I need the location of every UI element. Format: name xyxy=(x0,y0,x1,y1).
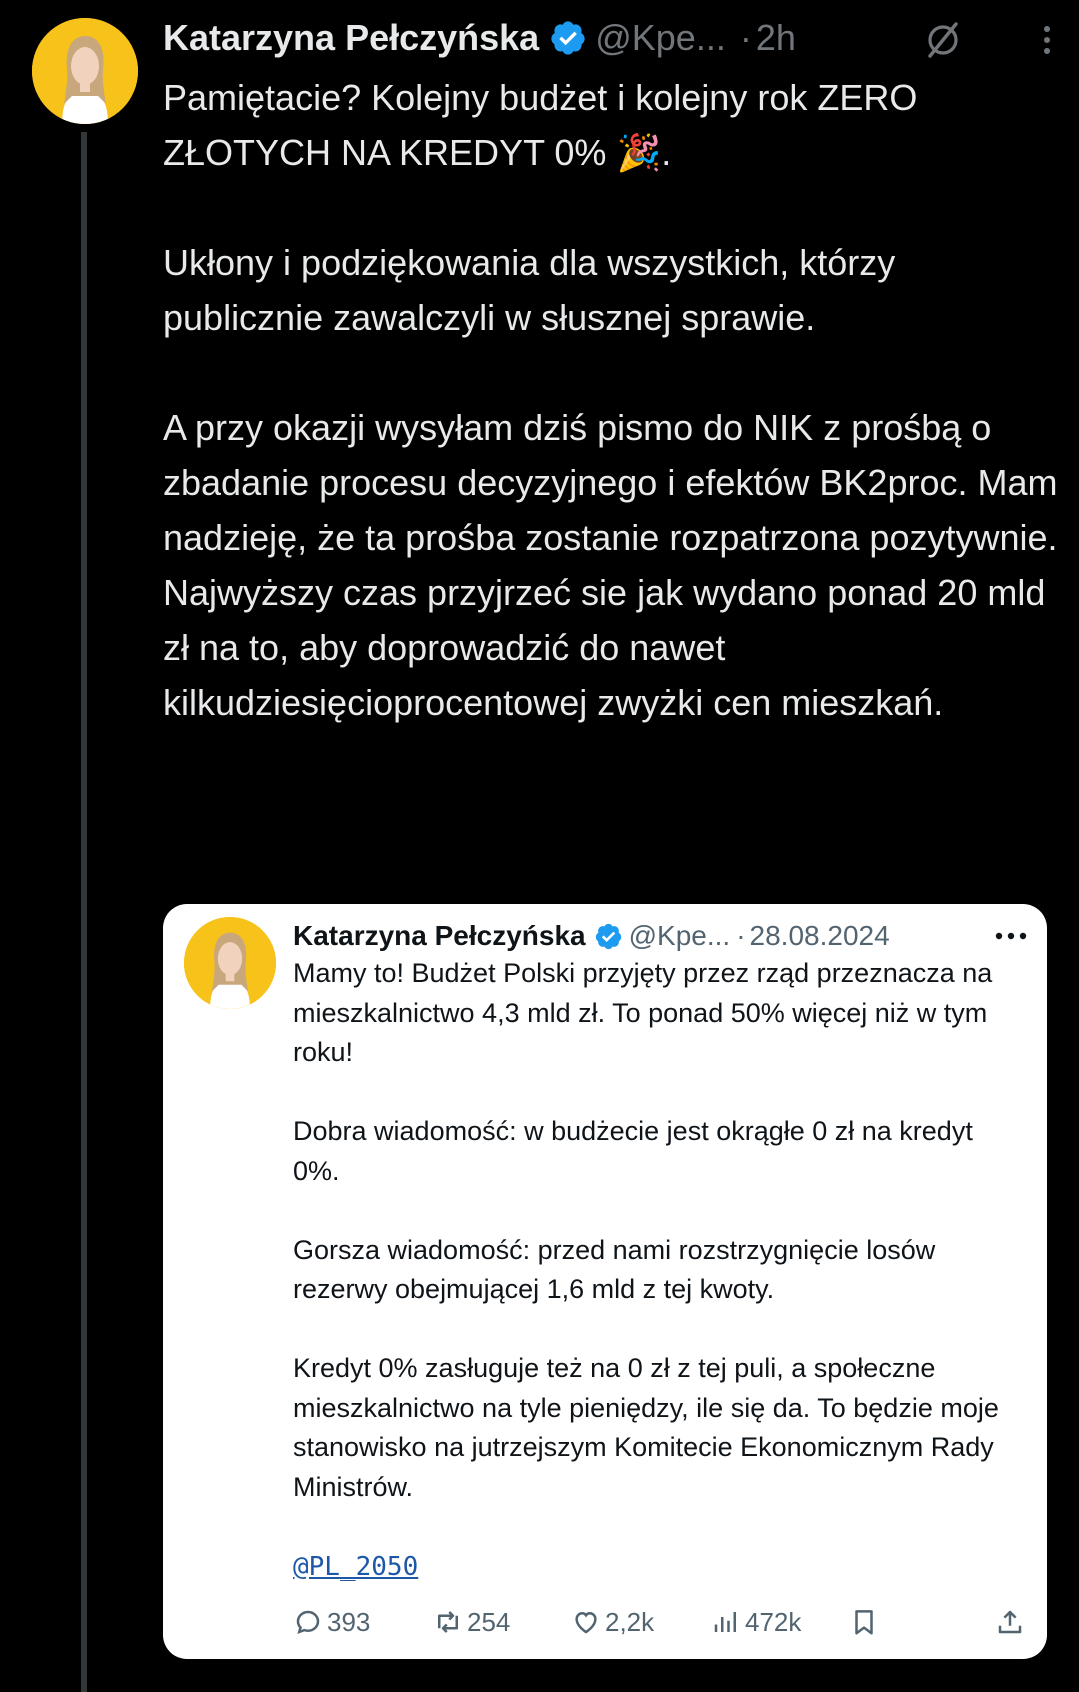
reply-icon xyxy=(293,1607,323,1637)
bookmark-button[interactable] xyxy=(849,1604,879,1640)
author-name[interactable]: Katarzyna Pełczyńska xyxy=(163,17,540,58)
repost-button[interactable] xyxy=(433,1604,510,1640)
like-button[interactable] xyxy=(571,1604,654,1640)
quoted-author-avatar[interactable] xyxy=(184,917,276,1009)
reply-count: 393 xyxy=(327,1606,371,1637)
separator-dot: · xyxy=(736,920,746,951)
mention-link[interactable]: @PL_2050 xyxy=(293,1551,419,1582)
quoted-tweet-header xyxy=(293,916,1033,956)
views-icon xyxy=(711,1607,741,1637)
reply-button[interactable] xyxy=(293,1604,370,1640)
quoted-paragraph: Dobra wiadomość: w budżecie jest okrągłe 0 zł na kredyt 0%. xyxy=(293,1116,973,1186)
tweet-paragraph: A przy okazji wysyłam dziś pismo do NIK z prośbą o zbadanie procesu decyzyjnego i efektów BK2proc. Mam nadzieję, że ta prośba zostanie rozpatrzona pozytywnie. Najwyższy czas przyjrzeć sie jak wydano ponad 20 mld zł na to, aby doprowadzić do nawet kilkudziesięcioprocentowej zwyżki cen mieszkań. xyxy=(163,407,1058,723)
bookmark-icon xyxy=(849,1607,879,1637)
grok-icon[interactable] xyxy=(921,18,965,62)
quoted-author-name[interactable]: Katarzyna Pełczyńska xyxy=(293,920,586,951)
repost-icon xyxy=(433,1607,463,1637)
more-vertical-icon[interactable] xyxy=(1019,22,1059,58)
quoted-paragraph: Mamy to! Budżet Polski przyjęty przez rząd przeznacza na mieszkalnictwo 4,3 mld zł. To ponad 50% więcej niż w tym roku! xyxy=(293,958,993,1067)
quoted-tweet-date[interactable]: 28.08.2024 xyxy=(749,920,890,951)
verified-badge-icon xyxy=(549,19,587,57)
separator-dot: · xyxy=(739,17,752,58)
heart-icon xyxy=(571,1607,601,1637)
quoted-tweet-card[interactable] xyxy=(163,904,1047,1659)
tweet-paragraph: Pamiętacie? Kolejny budżet i kolejny rok ZERO ZŁOTYCH NA KREDYT 0% 🎉. xyxy=(163,77,918,173)
views-count: 472k xyxy=(745,1606,802,1637)
like-count: 2,2k xyxy=(605,1606,655,1637)
tweet-header xyxy=(163,14,1063,62)
share-button[interactable] xyxy=(995,1604,1025,1640)
thread-line xyxy=(81,132,87,1692)
quoted-tweet-text xyxy=(293,954,1023,1627)
verified-badge-icon xyxy=(594,922,623,951)
tweet-paragraph: Ukłony i podziękowania dla wszystkich, którzy publicznie zawalczyli w słusznej sprawie. xyxy=(163,242,896,338)
quoted-author-handle[interactable]: @Kpe... xyxy=(628,920,731,951)
tweet-time[interactable]: 2h xyxy=(755,17,796,58)
more-horizontal-icon[interactable] xyxy=(991,922,1031,950)
share-icon xyxy=(995,1607,1025,1637)
repost-count: 254 xyxy=(467,1606,511,1637)
quoted-paragraph: Kredyt 0% zasługuje też na 0 zł z tej puli, a społeczne mieszkalnictwo na tyle pieniędzy, ile się da. To będzie moje stanowisko na jutrzejszym Komitecie Ekonomicznym Rady Ministrów. xyxy=(293,1353,999,1502)
author-avatar[interactable] xyxy=(32,18,138,124)
views-button[interactable] xyxy=(711,1604,801,1640)
tweet-text xyxy=(163,70,1063,730)
author-handle[interactable]: @Kpe... xyxy=(595,17,726,58)
action-bar xyxy=(293,1604,1033,1640)
quoted-paragraph: Gorsza wiadomość: przed nami rozstrzygnięcie losów rezerwy obejmującej 1,6 mld z tej kwoty. xyxy=(293,1234,936,1304)
